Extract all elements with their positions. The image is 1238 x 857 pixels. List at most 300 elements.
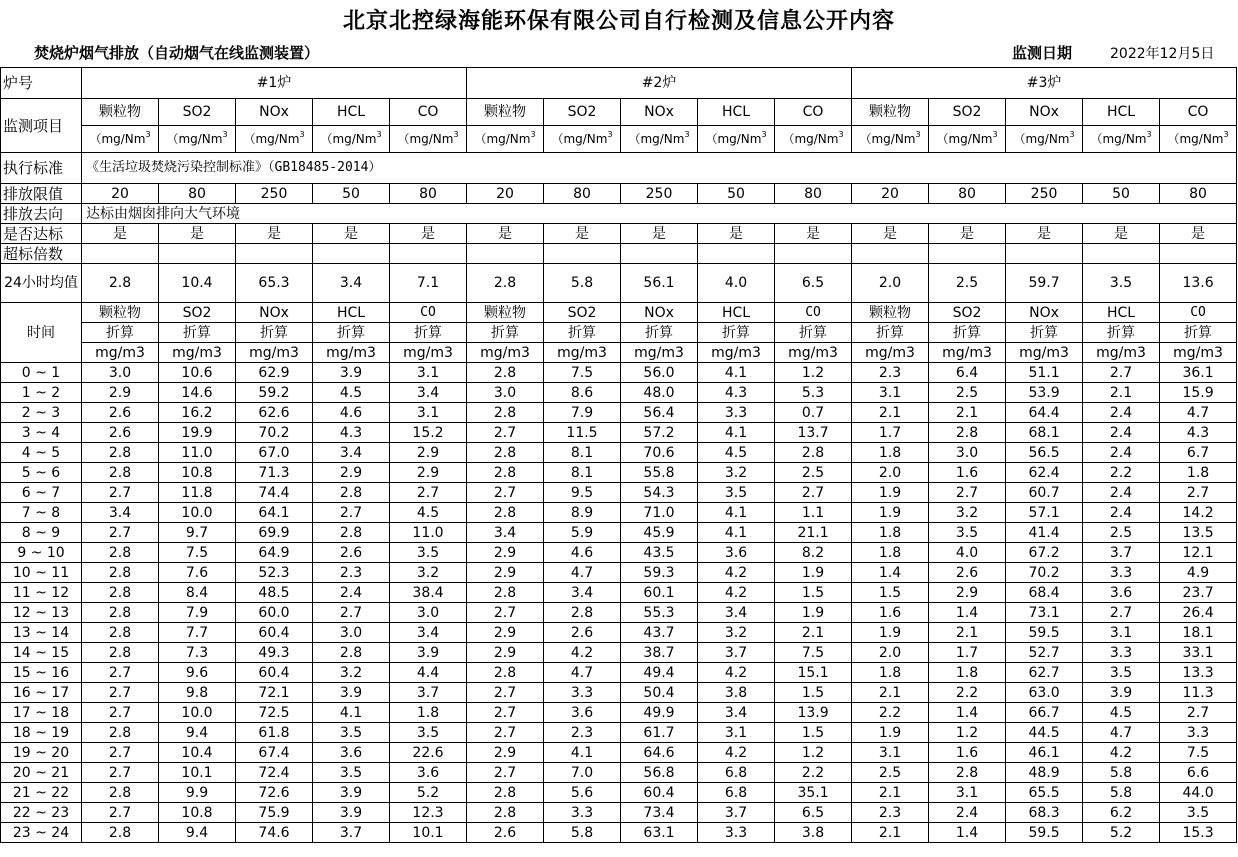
limit-value: 250 [1006,184,1083,204]
hourly-value: 3.4 [698,603,775,623]
hourly-value: 74.6 [236,823,313,843]
hourly-value: 4.7 [1160,403,1237,423]
hourly-value: 3.5 [313,763,390,783]
hourly-row [1,443,1237,463]
hourly-value: 2.7 [1083,603,1160,623]
hourly-value: 1.8 [852,523,929,543]
limit-label: 排放限值 [1,184,82,204]
hourly-row [1,363,1237,383]
hourly-value: 1.7 [929,643,1006,663]
zhesuan-label: 折算 [698,323,775,343]
standard-row [1,153,1237,184]
hourly-value: 3.3 [544,683,621,703]
limit-value: 50 [313,184,390,204]
hourly-value: 3.0 [390,603,467,623]
hourly-value: 2.7 [467,683,544,703]
hourly-value: 2.7 [390,483,467,503]
hourly-value: 2.7 [82,743,159,763]
hourly-value: 3.9 [1083,683,1160,703]
hourly-value: 3.9 [313,783,390,803]
hourly-value: 0.7 [775,403,852,423]
hourly-value: 26.4 [1160,603,1237,623]
exceed-value [390,244,467,264]
hourly-value: 2.7 [929,483,1006,503]
hourly-value: 2.8 [82,443,159,463]
hourly-value: 64.6 [621,743,698,763]
hourly-value: 10.1 [159,763,236,783]
pollutant-header: NOx [1006,99,1083,126]
hourly-value: 67.0 [236,443,313,463]
hourly-value: 3.1 [390,403,467,423]
unit-cell: （mg/Nm$^3$ [775,126,852,153]
hourly-value: 62.4 [1006,463,1083,483]
hourly-value: 70.2 [1006,563,1083,583]
hourly-value: 2.7 [82,763,159,783]
limit-value: 80 [390,184,467,204]
hourly-value: 2.1 [775,623,852,643]
compliant-value: 是 [313,224,390,244]
hourly-value: 4.3 [1160,423,1237,443]
hourly-pollutant-header: 颗粒物 [467,303,544,323]
hourly-value: 4.7 [544,563,621,583]
hourly-value: 4.5 [698,443,775,463]
compliant-value: 是 [929,224,1006,244]
hourly-value: 3.5 [1083,663,1160,683]
hourly-value: 2.5 [775,463,852,483]
hourly-value: 2.7 [467,423,544,443]
hourly-value: 4.1 [698,363,775,383]
hourly-value: 3.7 [698,643,775,663]
limit-value: 80 [929,184,1006,204]
hourly-value: 2.8 [467,463,544,483]
hourly-value: 61.7 [621,723,698,743]
zhesuan-label: 折算 [621,323,698,343]
exceed-value [467,244,544,264]
hourly-value: 53.9 [1006,383,1083,403]
hourly-value: 41.4 [1006,523,1083,543]
hourly-value: 60.4 [236,663,313,683]
hourly-value: 2.8 [82,543,159,563]
hourly-unit: mg/m3 [544,343,621,363]
hourly-value: 48.5 [236,583,313,603]
hourly-pollutant-header: SO2 [929,303,1006,323]
hourly-value: 2.4 [1083,423,1160,443]
hourly-value: 72.1 [236,683,313,703]
hourly-value: 70.2 [236,423,313,443]
hourly-value: 3.2 [698,623,775,643]
hourly-value: 3.7 [1083,543,1160,563]
unit-cell: （mg/Nm$^3$ [1160,126,1237,153]
hourly-value: 69.9 [236,523,313,543]
hourly-value: 70.6 [621,443,698,463]
hourly-row [1,723,1237,743]
hourly-value: 11.8 [159,483,236,503]
hourly-value: 1.9 [852,503,929,523]
hourly-row [1,703,1237,723]
hourly-value: 13.3 [1160,663,1237,683]
hourly-value: 74.4 [236,483,313,503]
compliant-value: 是 [621,224,698,244]
hourly-value: 8.1 [544,443,621,463]
hourly-value: 1.1 [775,503,852,523]
zhesuan-label: 折算 [467,323,544,343]
avg24-value: 3.5 [1083,264,1160,303]
hourly-value: 3.4 [313,443,390,463]
hourly-value: 9.8 [159,683,236,703]
hourly-value: 2.2 [1083,463,1160,483]
hourly-value: 2.7 [82,663,159,683]
hourly-row [1,763,1237,783]
hourly-value: 9.4 [159,723,236,743]
hourly-value: 36.1 [1160,363,1237,383]
hourly-value: 1.5 [775,583,852,603]
hourly-value: 38.4 [390,583,467,603]
standard-text: 《生活垃圾焚烧污染控制标准》（GB18485-2014） [82,153,1237,184]
hourly-value: 60.7 [1006,483,1083,503]
hourly-unit: mg/m3 [621,343,698,363]
hourly-value: 1.7 [852,423,929,443]
exceed-value [852,244,929,264]
hourly-row [1,803,1237,823]
hourly-value: 68.4 [1006,583,1083,603]
hourly-value: 3.1 [852,743,929,763]
hour-range: 11 ~ 12 [1,583,82,603]
hourly-value: 3.0 [313,623,390,643]
hourly-pollutant-header: HCL [313,303,390,323]
hourly-value: 1.9 [852,483,929,503]
hourly-value: 3.0 [929,443,1006,463]
hourly-value: 4.5 [390,503,467,523]
exceed-value [621,244,698,264]
hourly-value: 64.4 [1006,403,1083,423]
compliant-value: 是 [544,224,621,244]
hourly-value: 2.7 [467,483,544,503]
hourly-value: 9.5 [544,483,621,503]
limit-value: 80 [1160,184,1237,204]
exceed-label: 超标倍数 [1,244,82,264]
hourly-value: 1.4 [852,563,929,583]
hourly-value: 55.3 [621,603,698,623]
exceed-value [236,244,313,264]
pollutant-header: HCL [313,99,390,126]
hourly-value: 61.8 [236,723,313,743]
hourly-value: 15.3 [1160,823,1237,843]
hour-range: 14 ~ 15 [1,643,82,663]
hourly-value: 6.4 [929,363,1006,383]
pollutant-header: 颗粒物 [467,99,544,126]
compliant-value: 是 [467,224,544,244]
hourly-value: 2.7 [1160,703,1237,723]
hourly-value: 3.6 [313,743,390,763]
hourly-value: 1.8 [852,663,929,683]
exceed-value [544,244,621,264]
hourly-value: 4.2 [698,583,775,603]
item-name-row [1,99,1237,126]
hourly-value: 3.6 [544,703,621,723]
zhesuan-label: 折算 [1083,323,1160,343]
hourly-value: 3.1 [929,783,1006,803]
hourly-value: 3.3 [1083,643,1160,663]
hourly-value: 2.1 [852,403,929,423]
hourly-value: 2.8 [467,403,544,423]
hourly-value: 10.4 [159,743,236,763]
limit-value: 250 [236,184,313,204]
hourly-header-zhesuan-row [1,323,1237,343]
hourly-row [1,523,1237,543]
hourly-pollutant-header: SO2 [159,303,236,323]
hourly-value: 11.5 [544,423,621,443]
avg24-value: 7.1 [390,264,467,303]
hourly-value: 2.8 [467,363,544,383]
hourly-value: 33.1 [1160,643,1237,663]
hourly-value: 2.8 [313,523,390,543]
hourly-value: 10.0 [159,703,236,723]
hourly-value: 7.0 [544,763,621,783]
hourly-unit: mg/m3 [390,343,467,363]
hourly-row [1,483,1237,503]
hourly-value: 10.0 [159,503,236,523]
hourly-value: 48.0 [621,383,698,403]
pollutant-header: CO [390,99,467,126]
unit-cell: （mg/Nm$^3$ [159,126,236,153]
hourly-value: 64.1 [236,503,313,523]
avg24-value: 5.8 [544,264,621,303]
exceed-value [159,244,236,264]
hourly-value: 13.5 [1160,523,1237,543]
hourly-value: 67.4 [236,743,313,763]
hourly-value: 62.6 [236,403,313,423]
hourly-pollutant-header: HCL [698,303,775,323]
hourly-value: 3.4 [390,623,467,643]
hourly-value: 55.8 [621,463,698,483]
hourly-value: 4.4 [390,663,467,683]
hourly-value: 3.7 [698,803,775,823]
hourly-value: 43.7 [621,623,698,643]
hourly-pollutant-header: CO [1160,303,1237,323]
hourly-value: 4.2 [698,563,775,583]
hourly-value: 3.6 [390,763,467,783]
hourly-unit: mg/m3 [159,343,236,363]
exceed-value [1160,244,1237,264]
hourly-value: 5.2 [1083,823,1160,843]
hourly-value: 8.1 [544,463,621,483]
unit-cell: （mg/Nm$^3$ [544,126,621,153]
hourly-value: 3.5 [929,523,1006,543]
hourly-value: 4.1 [698,423,775,443]
hourly-row [1,623,1237,643]
hourly-unit: mg/m3 [1160,343,1237,363]
compliant-row [1,224,1237,244]
hour-range: 10 ~ 11 [1,563,82,583]
hourly-value: 59.2 [236,383,313,403]
compliant-value: 是 [82,224,159,244]
compliant-value: 是 [852,224,929,244]
limit-value: 20 [852,184,929,204]
hourly-pollutant-header: CO [390,303,467,323]
hourly-value: 45.9 [621,523,698,543]
hourly-value: 2.1 [852,823,929,843]
hourly-value: 4.7 [1083,723,1160,743]
hourly-value: 9.6 [159,663,236,683]
hourly-value: 2.1 [852,783,929,803]
hourly-value: 2.7 [313,503,390,523]
hourly-row [1,463,1237,483]
hour-range: 13 ~ 14 [1,623,82,643]
hourly-pollutant-header: 颗粒物 [852,303,929,323]
hourly-value: 11.0 [390,523,467,543]
hourly-value: 60.1 [621,583,698,603]
compliant-value: 是 [159,224,236,244]
hourly-value: 3.4 [544,583,621,603]
furnace-header-row [1,68,1237,99]
hourly-value: 10.8 [159,463,236,483]
hourly-value: 1.5 [852,583,929,603]
hourly-value: 2.4 [929,803,1006,823]
hourly-value: 1.5 [775,723,852,743]
hourly-value: 2.9 [313,463,390,483]
hourly-value: 2.6 [82,423,159,443]
direction-row [1,204,1237,224]
hourly-unit: mg/m3 [929,343,1006,363]
pollutant-header: 颗粒物 [852,99,929,126]
compliant-label: 是否达标 [1,224,82,244]
hourly-value: 2.8 [82,783,159,803]
hourly-row [1,603,1237,623]
hourly-value: 3.3 [698,403,775,423]
hourly-value: 1.2 [929,723,1006,743]
avg24-row [1,264,1237,303]
hour-range: 12 ~ 13 [1,603,82,623]
hourly-value: 1.2 [775,743,852,763]
limit-value: 80 [775,184,852,204]
hourly-value: 68.3 [1006,803,1083,823]
hourly-value: 7.6 [159,563,236,583]
compliant-value: 是 [1083,224,1160,244]
hourly-value: 3.9 [390,643,467,663]
hourly-value: 3.6 [698,543,775,563]
item-unit-row [1,126,1237,153]
hourly-value: 2.9 [82,383,159,403]
hourly-value: 5.8 [1083,783,1160,803]
hourly-value: 2.9 [467,543,544,563]
hourly-value: 68.1 [1006,423,1083,443]
hourly-pollutant-header: 颗粒物 [82,303,159,323]
hourly-value: 2.7 [82,523,159,543]
time-label: 时间 [1,303,82,363]
hourly-value: 2.7 [1160,483,1237,503]
hourly-value: 3.7 [313,823,390,843]
hourly-value: 3.5 [313,723,390,743]
hourly-value: 6.8 [698,763,775,783]
hourly-value: 44.5 [1006,723,1083,743]
hourly-value: 2.9 [467,563,544,583]
hourly-value: 3.5 [698,483,775,503]
hourly-value: 1.9 [852,623,929,643]
limit-value: 80 [544,184,621,204]
hourly-value: 3.1 [390,363,467,383]
zhesuan-label: 折算 [1006,323,1083,343]
hourly-value: 72.5 [236,703,313,723]
hourly-value: 15.2 [390,423,467,443]
hourly-value: 2.7 [82,483,159,503]
exceed-value [929,244,1006,264]
limit-value: 50 [698,184,775,204]
avg24-value: 3.4 [313,264,390,303]
exceed-value [775,244,852,264]
hourly-value: 2.8 [929,763,1006,783]
hour-range: 19 ~ 20 [1,743,82,763]
hourly-value: 2.9 [390,463,467,483]
hourly-value: 66.7 [1006,703,1083,723]
compliant-value: 是 [390,224,467,244]
hourly-row [1,563,1237,583]
hourly-value: 71.3 [236,463,313,483]
hourly-value: 1.8 [852,443,929,463]
hourly-value: 2.9 [390,443,467,463]
hourly-value: 57.2 [621,423,698,443]
hourly-value: 2.8 [467,503,544,523]
hourly-value: 3.1 [698,723,775,743]
hourly-value: 6.8 [698,783,775,803]
hourly-value: 4.6 [544,543,621,563]
avg24-value: 59.7 [1006,264,1083,303]
hourly-value: 5.2 [390,783,467,803]
hourly-value: 2.6 [82,403,159,423]
hourly-value: 2.8 [467,443,544,463]
hourly-value: 3.2 [929,503,1006,523]
hour-range: 18 ~ 19 [1,723,82,743]
hourly-value: 71.0 [621,503,698,523]
limit-value: 250 [621,184,698,204]
hourly-value: 3.3 [1083,563,1160,583]
zhesuan-label: 折算 [929,323,1006,343]
zhesuan-label: 折算 [544,323,621,343]
hourly-value: 4.7 [544,663,621,683]
hourly-value: 12.1 [1160,543,1237,563]
hourly-row [1,823,1237,843]
hourly-value: 2.8 [467,783,544,803]
zhesuan-label: 折算 [390,323,467,343]
hourly-value: 6.7 [1160,443,1237,463]
hourly-value: 35.1 [775,783,852,803]
hour-range: 3 ~ 4 [1,423,82,443]
hourly-value: 8.6 [544,383,621,403]
hourly-value: 2.6 [467,823,544,843]
hourly-row [1,423,1237,443]
hourly-value: 14.2 [1160,503,1237,523]
hourly-value: 3.9 [313,803,390,823]
hourly-value: 8.9 [544,503,621,523]
hourly-value: 63.1 [621,823,698,843]
hourly-value: 3.6 [1083,583,1160,603]
date-value: 2022年12月5日 [1110,46,1215,62]
hourly-value: 4.3 [313,423,390,443]
hourly-header-name-row [1,303,1237,323]
hourly-value: 1.9 [852,723,929,743]
hourly-value: 1.8 [929,663,1006,683]
hourly-value: 1.9 [775,603,852,623]
hourly-value: 1.4 [929,703,1006,723]
hourly-value: 60.4 [236,623,313,643]
hourly-unit: mg/m3 [852,343,929,363]
hourly-value: 2.8 [82,823,159,843]
hourly-value: 12.3 [390,803,467,823]
hourly-value: 8.4 [159,583,236,603]
hourly-value: 2.4 [1083,503,1160,523]
hourly-value: 2.7 [775,483,852,503]
hourly-value: 15.1 [775,663,852,683]
hourly-value: 1.6 [852,603,929,623]
